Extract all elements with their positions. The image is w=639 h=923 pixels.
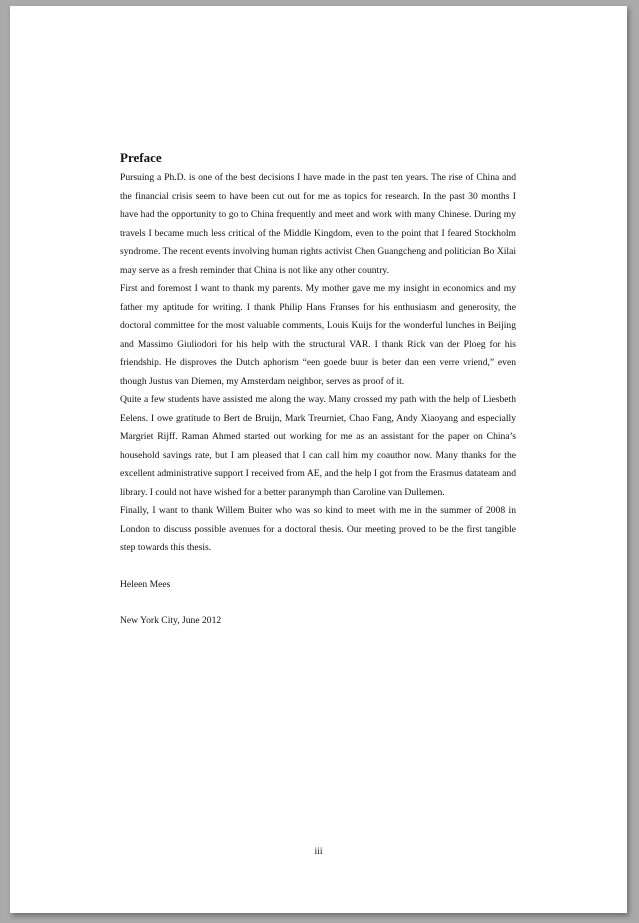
preface-content xyxy=(120,150,516,631)
paragraph-thanks-students: Quite a few students have assisted me along the way. Many crossed my path with the help of Liesbeth Eelens. I owe gratitude to Bert de Bruijn, Mark Treurniet, Chao Fang, Andy Xiaoyang and especially Margriet Rijff. Raman Ahmed started out working for me as an assistant for the paper on China’s household savings rate, but I am pleased that I can call him my coauthor now. Many thanks for the excellent administrative support I received from AE, and the help I got from the Erasmus datateam and library. I could not have wished for a better paranymph than Caroline van Dullemen. xyxy=(120,394,516,498)
paragraph-intro: Pursuing a Ph.D. is one of the best decisions I have made in the past ten years. The rise of China and the financial crisis seem to have been cut out for me as topics for research. In the past 30 months I have had the opportunity to go to China frequently and meet and work with many Chinese. During my travels I became much less critical of the Middle Kingdom, even to the point that I feared Stockholm syndrome. The recent events involving human rights activist Chen Guangcheng and politician Bo Xilai may serve as a fresh reminder that China is not like any other country. xyxy=(120,172,516,276)
document-page xyxy=(10,6,627,913)
paragraph-thanks-final: Finally, I want to thank Willem Buiter who was so kind to meet with me in the summer of 2008 in London to discuss possible avenues for a doctoral thesis. Our meeting proved to be the first tangible step towards this thesis. xyxy=(120,505,516,553)
page-number: iii xyxy=(314,846,323,857)
preface-heading: Preface xyxy=(120,150,162,165)
signature-name: Heleen Mees xyxy=(120,578,171,590)
signature-place-date: New York City, June 2012 xyxy=(120,615,222,626)
paragraph-thanks-family: First and foremost I want to thank my parents. My mother gave me my insight in economics and my father my aptitude for writing. I thank Philip Hans Franses for his enthusiasm and generosity, the doctoral committee for the most valuable comments, Louis Kuijs for the wonderful lunches in Beijing and Massimo Giuliodori for his help with the structural VAR. I thank Rick van der Ploeg for his friendship. He disproves the Dutch aphorism “een goede buur is beter dan een verre vriend,” even though Justus van Diemen, my Amsterdam neighbor, serves as proof of it. xyxy=(120,283,516,387)
